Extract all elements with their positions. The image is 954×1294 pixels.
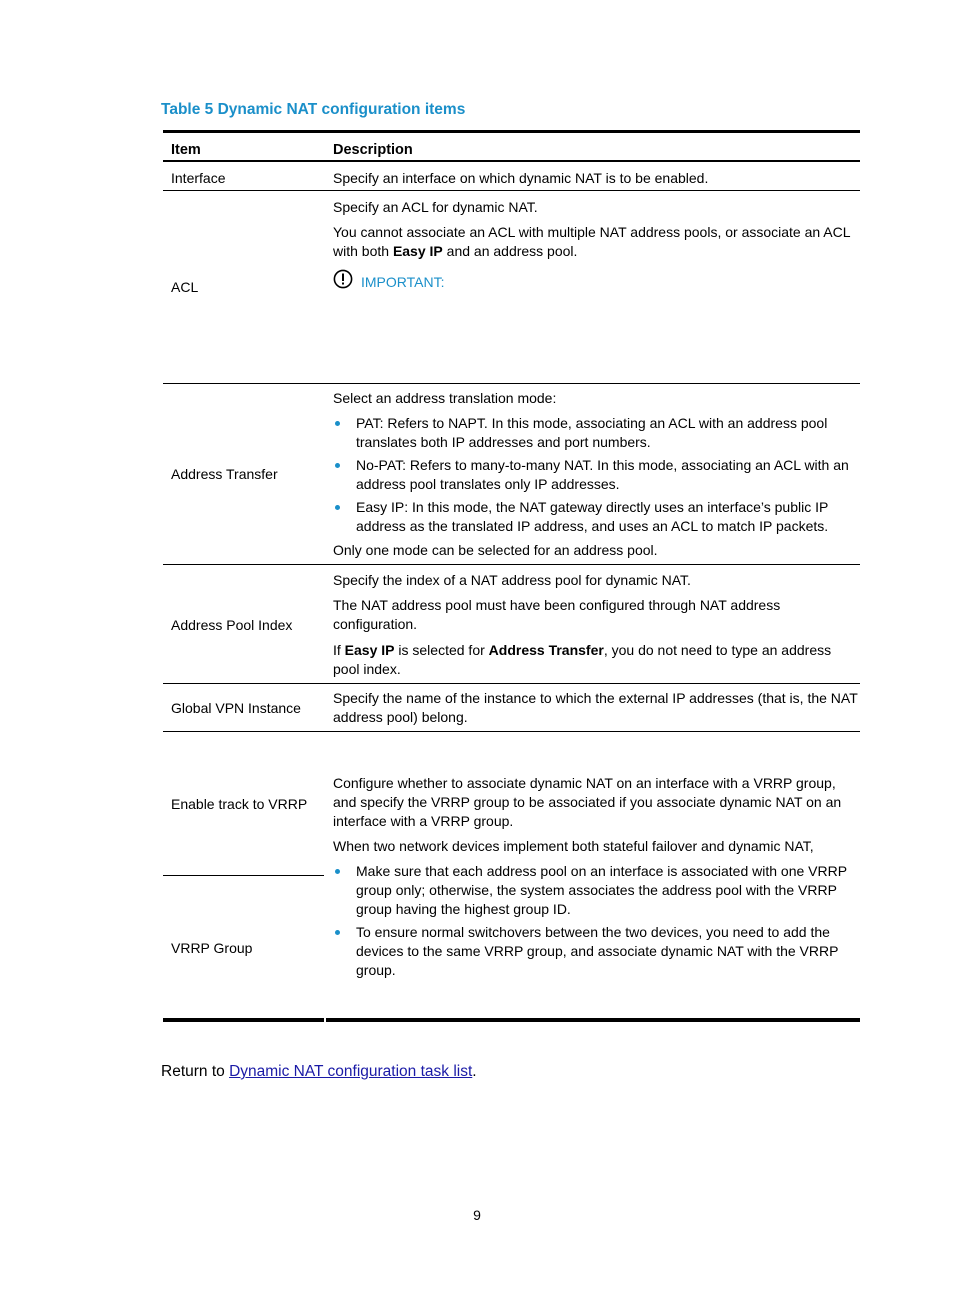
list-item: No-PAT: Refers to many-to-many NAT. In this mode, associating an ACL with an address pool translates only IP addresses. (356, 457, 849, 492)
page-number: 9 (473, 1207, 481, 1223)
desc-acl-p2-line2: with both Easy IP and an address pool. (333, 243, 578, 259)
item-vrrp-group: VRRP Group (171, 940, 253, 956)
bullet-dot (335, 930, 340, 935)
row-divider-item-column (163, 875, 324, 876)
item-enable-track-to-vrrp: Enable track to VRRP (171, 796, 308, 812)
table-bottom-rule (326, 1018, 860, 1022)
important-icon (333, 269, 353, 289)
item-global-vpn-instance: Global VPN Instance (171, 700, 301, 716)
desc-pool-p3: If Easy IP is selected for Address Transfer, you do not need to type an address pool index. (333, 642, 832, 677)
list-item: PAT: Refers to NAPT. In this mode, associating an ACL with an address pool translates both IP addresses and port numbers. (356, 415, 828, 450)
row-divider (163, 731, 860, 732)
desc-vrrp-p2: When two network devices implement both stateful failover and dynamic NAT, (333, 838, 814, 854)
row-divider (163, 564, 860, 565)
item-interface: Interface (171, 170, 226, 186)
desc-pool-p1: Specify the index of a NAT address pool for dynamic NAT. (333, 572, 691, 588)
table-top-rule (163, 130, 860, 133)
list-item: To ensure normal switchovers between the two devices, you need to add the devices to the same VRRP group, and associate dynamic NAT with the VRRP group. (356, 924, 839, 978)
bullet-dot (335, 505, 340, 510)
item-acl: ACL (171, 279, 199, 295)
desc-address-transfer-intro: Select an address translation mode: (333, 390, 557, 406)
table-bottom-rule (163, 1018, 324, 1022)
header-rule (163, 160, 860, 162)
desc-vrrp-p1: Configure whether to associate dynamic NAT on an interface with a VRRP group, and specify the VRRP group to be associated if you associate dynamic NAT on an interface with a VRRP group. (333, 775, 842, 829)
return-line: Return to Dynamic NAT configuration task list. (161, 1063, 477, 1080)
item-address-pool-index: Address Pool Index (171, 617, 293, 633)
desc-acl-p2-line1: You cannot associate an ACL with multiple NAT address pools, or associate an ACL (333, 224, 851, 240)
bullet-dot (335, 463, 340, 468)
list-item: Make sure that each address pool on an interface is associated with one VRRP group only; otherwise, the system associates the address pool with the VRRP group having the highest group ID. (356, 863, 848, 917)
desc-address-transfer-outro: Only one mode can be selected for an address pool. (333, 542, 658, 558)
task-list-link[interactable]: Dynamic NAT configuration task list (229, 1063, 473, 1080)
header-item: Item (171, 142, 201, 158)
item-address-transfer: Address Transfer (171, 466, 278, 482)
important-label: IMPORTANT: (361, 274, 445, 290)
desc-global-vpn: Specify the name of the instance to which the external IP addresses (that is, the NAT address pool) belong. (333, 690, 858, 725)
table-caption: Table 5 Dynamic NAT configuration items (161, 101, 466, 118)
desc-pool-p2: The NAT address pool must have been configured through NAT address configuration. (333, 597, 781, 632)
row-divider (163, 190, 860, 191)
desc-acl-p1: Specify an ACL for dynamic NAT. (333, 199, 538, 215)
desc-interface: Specify an interface on which dynamic NAT is to be enabled. (333, 170, 709, 186)
list-item: Easy IP: In this mode, the NAT gateway directly uses an interface’s public IP address as the translated IP address, and uses an ACL to match IP packets. (356, 499, 829, 534)
row-divider (163, 683, 860, 684)
header-description: Description (333, 142, 413, 158)
row-divider (163, 383, 860, 384)
bullet-dot (335, 421, 340, 426)
bullet-dot (335, 869, 340, 874)
